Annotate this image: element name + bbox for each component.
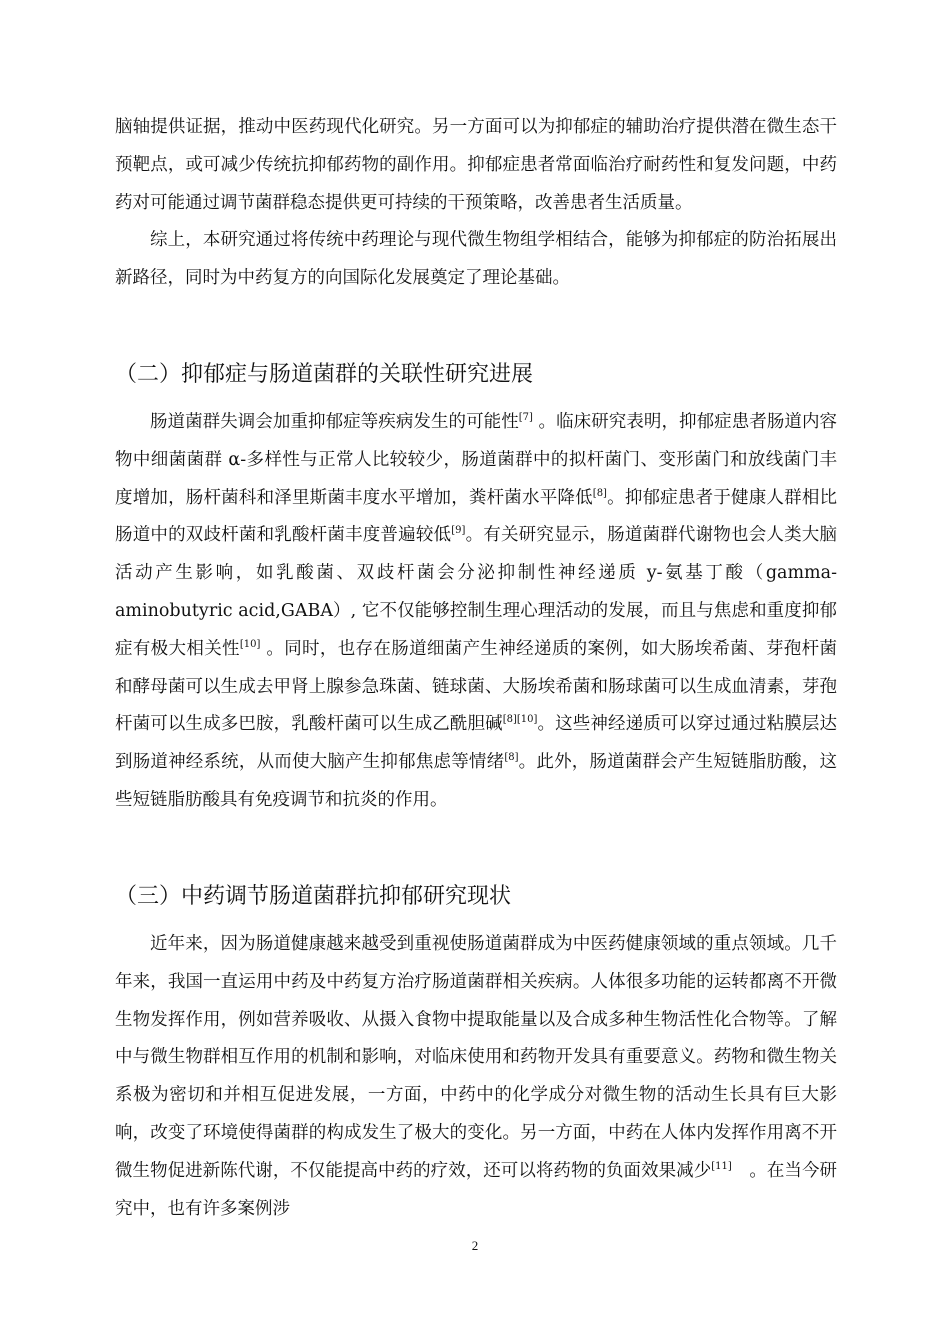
section-2-paragraph	[115, 404, 837, 820]
text-run: 。同时，也存在肠道细菌产生神经递质的案例，如大肠埃希菌、芽孢杆菌和酵母菌可以生成去甲肾上腺参急珠菌、链球菌、大肠埃希菌和肠球菌可以生成血清素，芽孢杆菌可以生成多巴胺，乳酸杆菌可以生成乙酰胆碱	[115, 638, 837, 735]
citation: [7]	[518, 412, 533, 423]
section-heading-2: （二）抑郁症与肠道菌群的关联性研究进展	[115, 362, 534, 387]
page-number: 2	[471, 1238, 479, 1253]
text-run: 近年来，因为肠道健康越来越受到重视使肠道菌群成为中医药健康领域的重点领域。几千年来，我国一直运用中药及中药复方治疗肠道菌群相关疾病。人体很多功能的运转都离不开微生物发挥作用，例如营养吸收、从摄入食物中提取能量以及合成多种生物活性化合物等。了解中与微生物群相互作用的机制和影响，对临床使用和药物开发具有重要意义。药物和微生物关系极为密切和并相互促进发展，一方面，中药中的化学成分对微生物的活动生长具有巨大影响，改变了环境使得菌群的构成发生了极大的变化。另一方面，中药在人体内发挥作用离不开微生物促进新陈代谢，不仅能提高中药的疗效，还可以将药物的负面效果减少	[115, 934, 837, 1181]
section-3-paragraph	[115, 926, 837, 1228]
citation: [10]	[239, 638, 261, 650]
text-run: 。这些神经递质可以穿过通过粘膜层达到肠道神经系统，从而使大脑产生抑郁焦虑等情绪	[115, 714, 838, 773]
section-2-body	[115, 404, 837, 820]
text-run: 。有关研究显示，肠道菌群代谢物也会人类大脑活动产生影响，如乳酸菌、双歧杆菌会分泌抑制性神经递质 y-氨基丁酸（gamma-aminobutyric acid,GABA）, 它不仅能够控制生理心理活动的发展，而且与焦虑和重度抑郁症有极大相关性	[115, 525, 837, 659]
citation: [8]	[504, 752, 519, 764]
text-run: 。此外，肠道菌群会产生短链脂肪酸，这些短链脂肪酸具有免疫调节和抗炎的作用。	[115, 752, 838, 810]
text-run: 。在当今研究中，也有许多案例涉	[115, 1160, 838, 1219]
text-run: 。临床研究表明，抑郁症患者肠道内容物中细菌菌群 α-多样性与正常人比较较少，肠道菌群中的拟杆菌门、变形菌门和放线菌门丰度增加，肠杆菌科和泽里斯菌丰度水平增加，粪杆菌水平降低	[115, 412, 838, 508]
intro-paragraphs	[115, 109, 837, 298]
citation: [11]	[711, 1160, 732, 1172]
citation: [9]	[451, 525, 466, 537]
text-run: 肠道菌群失调会加重抑郁症等疾病发生的可能性	[150, 412, 519, 432]
paragraph-continuation: 脑轴提供证据，推动中医药现代化研究。另一方面可以为抑郁症的辅助治疗提供潜在微生态干预靶点，或可减少传统抗抑郁药物的副作用。抑郁症患者常面临治疗耐药性和复发问题，中药药对可能通过调节菌群稳态提供更可持续的干预策略，改善患者生活质量。	[115, 117, 837, 213]
section-heading-3: （三）中药调节肠道菌群抗抑郁研究现状	[115, 884, 512, 909]
citation: [8][10]	[502, 714, 538, 726]
citation: [8]	[592, 487, 607, 499]
text-run: 。抑郁症患者于健康人群相比肠道中的双歧杆菌和乳酸杆菌丰度普遍较低	[115, 487, 838, 546]
summary-paragraph: 综上，本研究通过将传统中药理论与现代微生物组学相结合，能够为抑郁症的防治拓展出新路径，同时为中药复方的向国际化发展奠定了理论基础。	[115, 230, 837, 289]
section-3-body	[115, 926, 837, 1228]
